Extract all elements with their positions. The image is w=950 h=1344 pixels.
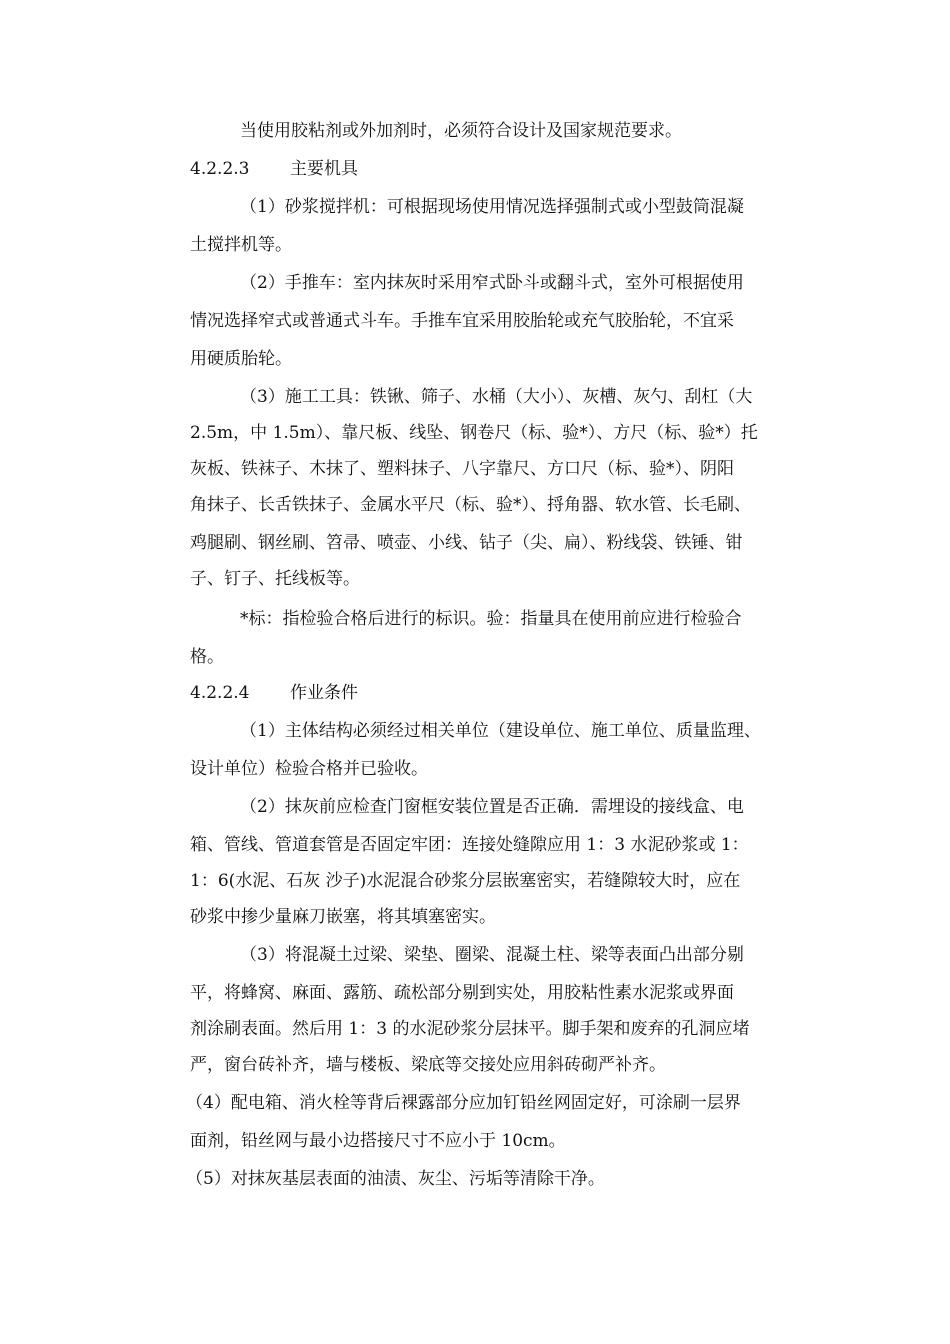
paragraph-line: *标：指检验合格后进行的标识。验：指量具在使用前应进行检验合 — [240, 609, 742, 629]
heading-title: 作业条件 — [290, 683, 358, 703]
paragraph-line: 剂涂刷表面。然后用 1：3 的水泥砂浆分层抹平。脚手架和废弃的孔洞应堵 — [190, 1019, 750, 1039]
heading-number: 4.2.2.3 — [190, 159, 250, 179]
paragraph-line: （3）将混凝土过梁、梁垫、圈梁、混凝土柱、梁等表面凸出部分剔 — [240, 945, 744, 965]
paragraph-line: 情况选择窄式或普通式斗车。手推车宜采用胶胎轮或充气胶胎轮，不宜采 — [190, 311, 734, 331]
paragraph-line: 砂浆中掺少量麻刀嵌塞，将其填塞密实。 — [190, 907, 496, 927]
paragraph-line: 箱、管线、管道套管是否固定牢团：连接处缝隙应用 1：3 水泥砂浆或 1： — [190, 835, 749, 855]
paragraph-line: 土搅拌机等。 — [190, 235, 292, 255]
paragraph-line: 格。 — [190, 647, 224, 667]
paragraph-line: （4）配电箱、消火栓等背后裸露部分应加钉铅丝网固定好，可涂刷一层界 — [186, 1093, 741, 1113]
paragraph-line: 严，窗台砖补齐，墙与楼板、梁底等交接处应用斜砖砌严补齐。 — [190, 1055, 666, 1075]
heading-title: 主要机具 — [290, 159, 358, 179]
paragraph-line: 平，将蜂窝、麻面、露筋、疏松部分剔到实处，用胶粘性素水泥浆或界面 — [190, 983, 734, 1003]
paragraph-line: （2）抹灰前应检查门窗框安装位置是否正确．需埋设的接线盒、电 — [240, 797, 744, 817]
paragraph-line: 子、钉子、托线板等。 — [190, 569, 360, 589]
paragraph-line: 面剂，铅丝网与最小边搭接尺寸不应小于 10cm。 — [190, 1131, 566, 1151]
paragraph-line: （5）对抹灰基层表面的油渍、灰尘、污垢等清除干净。 — [186, 1169, 605, 1189]
heading-number: 4.2.2.4 — [190, 683, 250, 703]
paragraph-line: 灰板、铁袜子、木抹了、塑料抹子、八字靠尺、方口尺（标、验*）、阴阳 — [190, 459, 734, 479]
paragraph-line: 角抹子、长舌铁抹子、金属水平尺（标、验*）、捋角器、软水管、长毛刷、 — [190, 495, 751, 515]
paragraph-line: （3）施工工具：铁锹、筛子、水桶（大小）、灰槽、灰勺、刮杠（大 — [240, 387, 753, 407]
section-heading-4-2-2-3 — [190, 157, 358, 181]
paragraph-line: 设计单位）检验合格并已验收。 — [190, 759, 428, 779]
paragraph-line: 用硬质胎轮。 — [190, 349, 292, 369]
section-heading-4-2-2-4 — [190, 681, 358, 705]
paragraph-line: 鸡腿刷、钢丝刷、笤帚、喷壶、小线、钻子（尖、扁）、粉线袋、铁锤、钳 — [190, 533, 743, 553]
paragraph-line: 1：6(水泥、石灰 沙子)水泥混合砂浆分层嵌塞密实，若缝隙较大时，应在 — [190, 871, 741, 891]
paragraph-line: （2）手推车：室内抹灰时采用窄式卧斗或翻斗式，室外可根据使用 — [240, 273, 744, 293]
paragraph-line: 2.5m，中 1.5m）、靠尺板、线坠、钢卷尺（标、验*）、方尺（标、验*）托 — [190, 423, 758, 443]
paragraph-line: （1）主体结构必须经过相关单位（建设单位、施工单位、质量监理、 — [240, 721, 761, 741]
paragraph-line: （1）砂浆搅拌机：可根据现场使用情况选择强制式或小型鼓筒混凝 — [240, 197, 744, 217]
paragraph-line: 当使用胶粘剂或外加剂时，必须符合设计及国家规范要求。 — [240, 121, 682, 141]
